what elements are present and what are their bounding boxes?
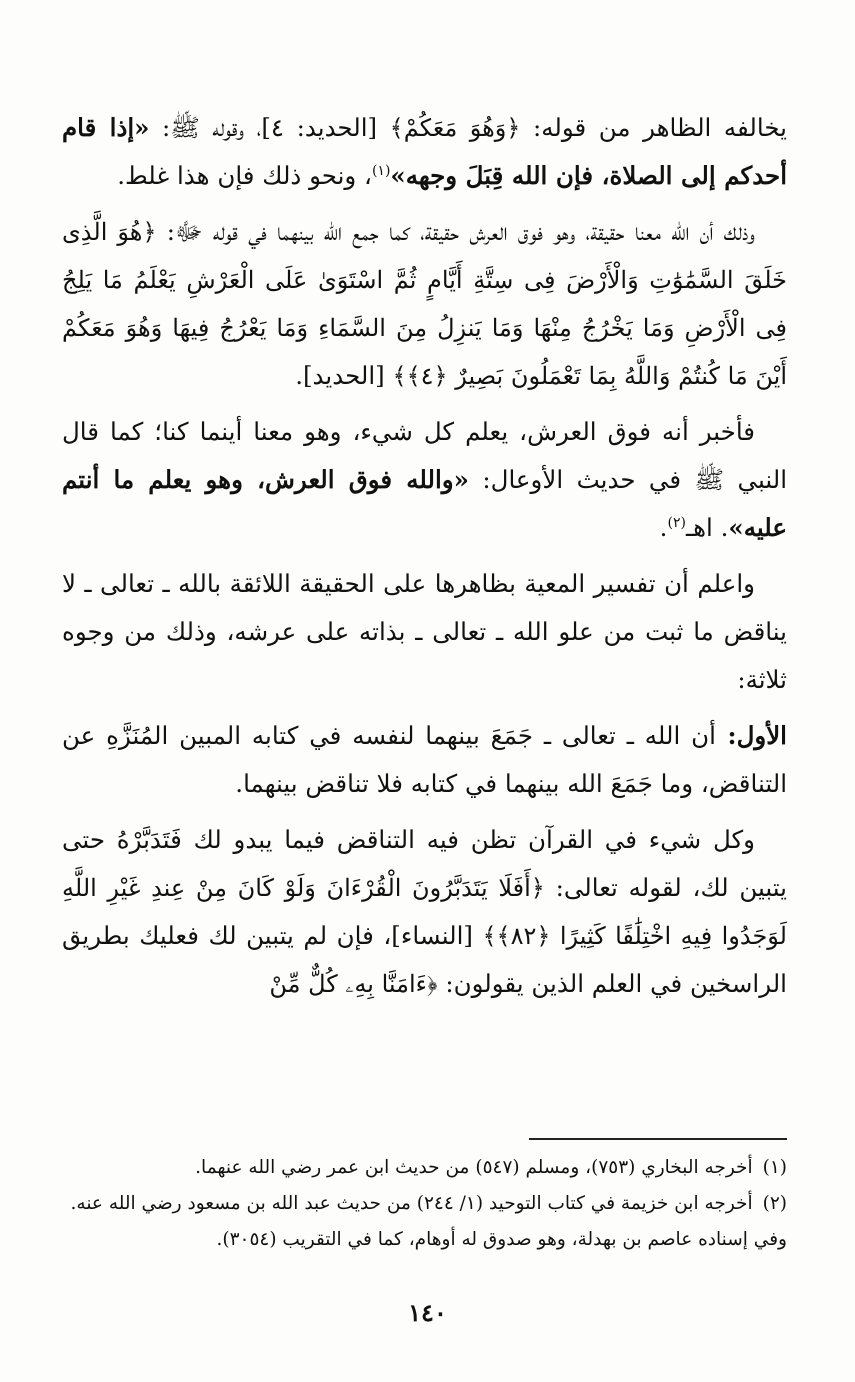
footnote-text: وفي إسناده عاصم بن بهدلة، وهو صدوق له أوهام، كما في التقريب (٣٠٥٤). bbox=[216, 1229, 787, 1250]
footnote bbox=[62, 1150, 787, 1186]
bold-text: «والله فوق العرش، وهو يعلم ما أنتم عليه» bbox=[62, 465, 787, 542]
text-segment: يخالفه الظاهر من قوله: bbox=[520, 113, 787, 142]
body-text bbox=[62, 104, 787, 1008]
footnote bbox=[62, 1222, 787, 1258]
footnotes bbox=[62, 1150, 787, 1258]
text-segment: وذلك أن الله معنا حقيقة، وهو فوق العرش حقيقة، كما جمع الله بينهما في قوله ﷻ: bbox=[156, 217, 755, 246]
footnote-text: أخرجه البخاري (٧٥٣)، ومسلم (٥٤٧) من حديث ابن عمر رضي الله عنهما. bbox=[195, 1157, 753, 1178]
quran-verse: ﴿هُوَ الَّذِى خَلَقَ السَّمَٰوَٰتِ وَالْأَرْضَ فِى سِتَّةِ أَيَّامٍ ثُمَّ اسْتَوَىٰ عَلَى الْعَرْشِ يَعْلَمُ مَا يَلِجُ فِى الْأَرْضِ وَمَا يَخْرُجُ مِنْهَا وَمَا يَنزِلُ مِنَ السَّمَاءِ وَمَا يَعْرُجُ فِيهَا وَهُوَ مَعَكُمْ أَيْنَ مَا كُنتُمْ وَاللَّهُ بِمَا تَعْمَلُونَ بَصِيرٌ ﴿٤﴾﴾ bbox=[62, 218, 787, 390]
footnote bbox=[62, 1186, 787, 1222]
text-segment: [الحديد: ٤]، وقوله ﷺ: bbox=[149, 113, 390, 142]
text-segment: ، ونحو ذلك فإن هذا غلط. bbox=[117, 161, 372, 190]
text-segment: [الحديد]. bbox=[295, 361, 393, 390]
footnote-divider bbox=[529, 1138, 787, 1140]
text-segment: . bbox=[659, 513, 668, 542]
paragraph bbox=[62, 408, 787, 552]
text-segment: أن الله ـ تعالى ـ جَمَعَ بينهما لنفسه في كتابه المبين المُنَزَّهِ عن التناقض، وما جَمَعَ الله بينهما في كتابه فلا تناقض بينهما. bbox=[62, 721, 787, 798]
bold-text: «إذا قام أحدكم إلى الصلاة، فإن الله قِبَلَ وجهه» bbox=[62, 113, 787, 190]
footnote-ref: (٢) bbox=[667, 514, 686, 531]
text-segment: واعلم أن تفسير المعية بظاهرها على الحقيقة اللائقة بالله ـ تعالى ـ لا يناقض ما ثبت من علو الله ـ تعالى ـ بذاته على عرشه، وذلك من وجوه ثلاثة: bbox=[62, 569, 787, 694]
paragraph bbox=[62, 816, 787, 1008]
page-number: ١٤٠ bbox=[408, 1298, 447, 1327]
footnote-number: (٢) bbox=[762, 1193, 787, 1214]
paragraph bbox=[62, 208, 787, 400]
quran-verse: ﴿وَهُوَ مَعَكُمْ﴾ bbox=[389, 114, 521, 142]
footnote-text: أخرجه ابن خزيمة في كتاب التوحيد (١/ ٢٤٤) من حديث عبد الله بن مسعود رضي الله عنه. bbox=[70, 1193, 753, 1214]
quran-verse: ﴿ءَامَنَّا بِهِۦ كُلٌّ مِّنْ bbox=[269, 970, 438, 998]
paragraph bbox=[62, 712, 787, 808]
paragraph bbox=[62, 104, 787, 200]
bold-text: الأول: bbox=[715, 721, 787, 750]
text-segment: فأخبر أنه فوق العرش، يعلم كل شيء، وهو معنا أينما كنا؛ كما قال النبي ﷺ في حديث الأوعال: bbox=[62, 417, 788, 494]
footnote-number: (١) bbox=[762, 1157, 787, 1178]
quran-verse: ﴿أَفَلَا يَتَدَبَّرُونَ الْقُرْءَانَ وَلَوْ كَانَ مِنْ عِندِ غَيْرِ اللَّهِ لَوَجَدُوا فِيهِ اخْتِلَٰفًا كَثِيرًا ﴿٨٢﴾﴾ bbox=[62, 874, 787, 950]
footnote-ref: (١) bbox=[371, 162, 391, 179]
text-segment: وكل شيء في القرآن تظن فيه التناقض فيما يبدو لك فَتَدَبَّرْهُ حتى يتبين لك، لقوله تعالى: bbox=[62, 825, 787, 902]
text-segment: . اهـ bbox=[685, 513, 729, 542]
text-segment: [النساء]، فإن لم يتبين لك فعليك بطريق الراسخين في العلم الذين يقولون: bbox=[62, 921, 787, 998]
paragraph bbox=[62, 560, 787, 704]
